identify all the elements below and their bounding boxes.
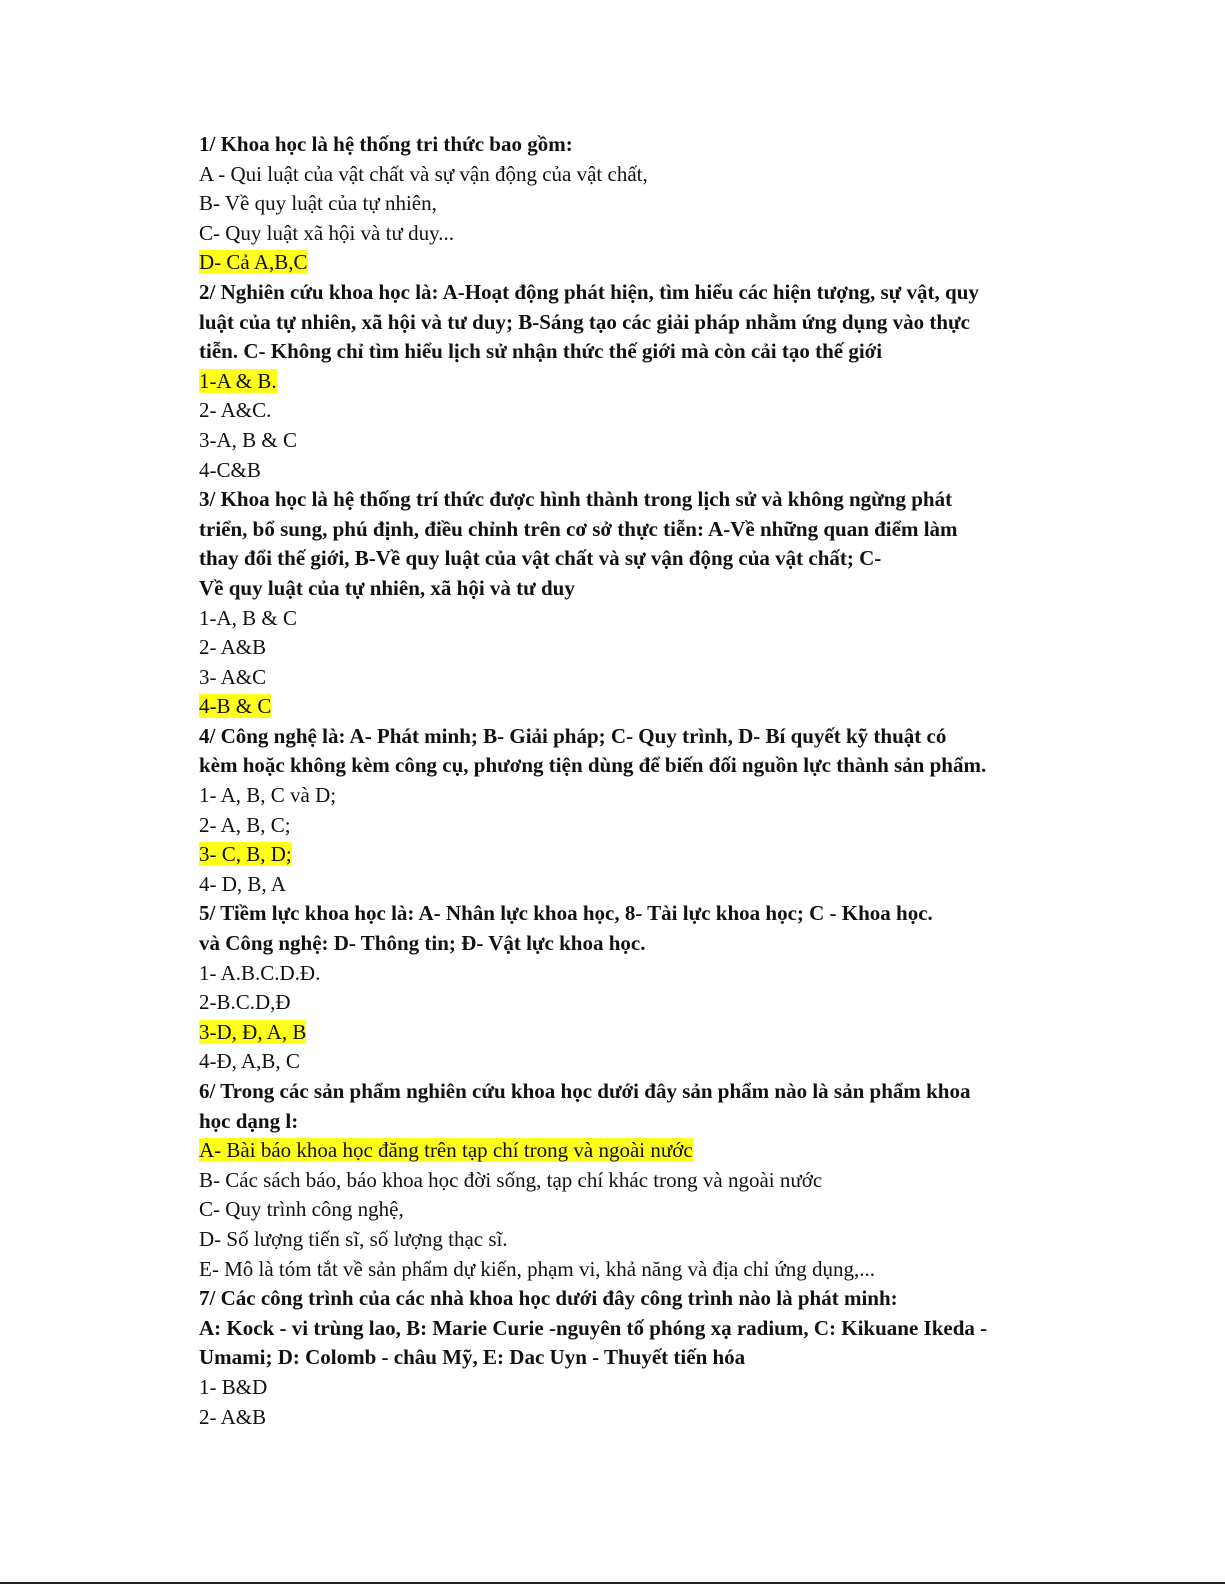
answer-option: E- Mô là tóm tắt về sản phẩm dự kiến, phạm vi, khả năng và địa chỉ ứng dụng,... xyxy=(199,1256,875,1281)
answer-option: 2- A, B, C; xyxy=(199,812,291,837)
answer-option: D- Số lượng tiến sĩ, số lượng thạc sĩ. xyxy=(199,1226,508,1251)
answer-option: 1- A.B.C.D.Đ. xyxy=(199,960,321,985)
question-text: 4/ Công nghệ là: A- Phát minh; B- Giải pháp; C- Quy trình, D- Bí quyết kỹ thuật có xyxy=(199,723,947,748)
question-text: 5/ Tiềm lực khoa học là: A- Nhân lực khoa học, 8- Tài lực khoa học; C - Khoa học. xyxy=(199,901,933,926)
answer-option: 1- B&D xyxy=(199,1374,268,1399)
highlighted-answer: 3- C, B, D; xyxy=(199,842,292,867)
question-text: triển, bổ sung, phú định, điều chỉnh trên cơ sở thực tiễn: A-Về những quan điểm làm xyxy=(199,516,958,541)
question-block xyxy=(199,130,1049,278)
question-block xyxy=(199,722,1049,900)
question-block xyxy=(199,1284,1049,1432)
highlighted-answer: 4-B & C xyxy=(199,694,272,719)
question-text: 3/ Khoa học là hệ thống trí thức được hình thành trong lịch sử và không ngừng phát xyxy=(199,487,953,512)
answer-option: 1- A, B, C và D; xyxy=(199,783,337,808)
question-block xyxy=(199,278,1049,485)
page-bottom-border xyxy=(0,1582,1225,1584)
answer-option: B- Các sách báo, báo khoa học đời sống, tạp chí khác trong và ngoài nước xyxy=(199,1167,823,1192)
answer-option: 4-Đ, A,B, C xyxy=(199,1049,300,1074)
question-text: A: Kock - vi trùng lao, B: Marie Curie -nguyên tố phóng xạ radium, C: Kikuane Ikeda - xyxy=(199,1315,988,1340)
answer-option: 3-A, B & C xyxy=(199,427,298,452)
question-block xyxy=(199,1077,1049,1284)
answer-option: 3- A&C xyxy=(199,664,267,689)
answer-option: 2- A&C. xyxy=(199,398,272,423)
highlighted-answer: D- Cả A,B,C xyxy=(199,250,308,275)
answer-option: C- Quy luật xã hội và tư duy... xyxy=(199,220,454,245)
answer-option: A - Qui luật của vật chất và sự vận động của vật chất, xyxy=(199,161,648,186)
highlighted-answer: A- Bài báo khoa học đăng trên tạp chí trong và ngoài nước xyxy=(199,1138,693,1163)
question-text: 1/ Khoa học là hệ thống tri thức bao gồm: xyxy=(199,132,573,156)
question-text: Về quy luật của tự nhiên, xã hội và tư duy xyxy=(199,575,575,600)
question-text: 6/ Trong các sản phẩm nghiên cứu khoa học dưới đây sản phẩm nào là sản phẩm khoa xyxy=(199,1079,971,1103)
question-text: và Công nghệ: D- Thông tin; Đ- Vật lực khoa học. xyxy=(199,931,646,956)
document-page xyxy=(199,130,1049,1432)
highlighted-answer: 3-D, Đ, A, B xyxy=(199,1019,307,1044)
question-text: Umami; D: Colomb - châu Mỹ, E: Dac Uyn - Thuyết tiến hóa xyxy=(199,1345,746,1370)
answer-option: 4-C&B xyxy=(199,457,261,482)
answer-option: 4- D, B, A xyxy=(199,871,286,896)
question-text: tiễn. C- Không chỉ tìm hiểu lịch sử nhận thức thế giới mà còn cải tạo thế giới xyxy=(199,339,883,364)
answer-option: 1-A, B & C xyxy=(199,605,298,630)
question-text: luật của tự nhiên, xã hội và tư duy; B-Sáng tạo các giải pháp nhằm ứng dụng vào thực xyxy=(199,309,970,334)
answer-option: 2- A&B xyxy=(199,635,267,660)
question-text: kèm hoặc không kèm công cụ, phương tiện dùng để biến đối nguồn lực thành sản phẩm. xyxy=(199,753,987,778)
highlighted-answer: 1-A & B. xyxy=(199,368,277,393)
question-text: học dạng l: xyxy=(199,1108,299,1133)
question-text: 7/ Các công trình của các nhà khoa học dưới đây công trình nào là phát minh: xyxy=(199,1286,898,1311)
answer-option: C- Quy trình công nghệ, xyxy=(199,1197,404,1222)
question-block xyxy=(199,485,1049,722)
question-block xyxy=(199,899,1049,1077)
answer-option: 2-B.C.D,Đ xyxy=(199,990,291,1015)
answer-option: B- Về quy luật của tự nhiên, xyxy=(199,191,437,216)
question-text: 2/ Nghiên cứu khoa học là: A-Hoạt động phát hiện, tìm hiểu các hiện tượng, sự vật, quy xyxy=(199,279,979,304)
question-text: thay đổi thế giới, B-Về quy luật của vật chất và sự vận động của vật chất; C- xyxy=(199,546,882,571)
answer-option: 2- A&B xyxy=(199,1404,267,1429)
